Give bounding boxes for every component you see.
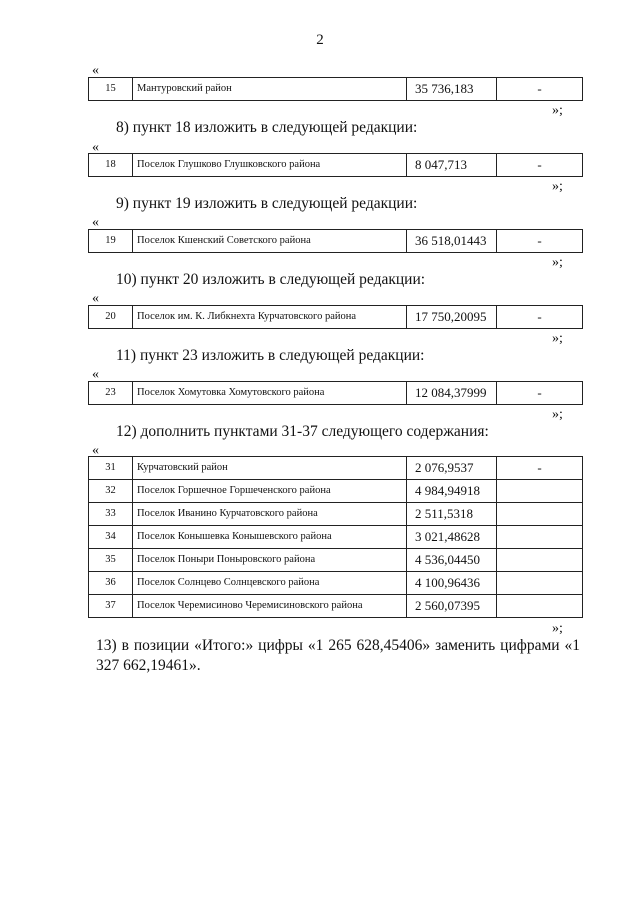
row-name: Поселок Черемисиново Черемисиновского района [133, 595, 407, 618]
row-extra: - [497, 230, 583, 253]
table-item-19 [88, 229, 583, 253]
row-extra: - [497, 154, 583, 177]
section-heading: 12) дополнить пунктами 31-37 следующего содержания: [116, 423, 489, 440]
row-number: 36 [89, 572, 133, 595]
row-value: 4 984,94918 [407, 480, 497, 503]
close-quote: »; [552, 331, 563, 346]
table-items-31-37 [88, 456, 583, 618]
table-row [89, 154, 583, 177]
row-number: 20 [89, 306, 133, 329]
close-quote: »; [552, 621, 563, 636]
page-number: 2 [316, 32, 324, 48]
row-value: 4 536,04450 [407, 549, 497, 572]
row-extra: - [497, 457, 583, 480]
row-extra [497, 549, 583, 572]
row-value: 3 021,48628 [407, 526, 497, 549]
row-value: 36 518,01443 [407, 230, 497, 253]
close-quote: »; [552, 255, 563, 270]
row-name: Поселок Иванино Курчатовского района [133, 503, 407, 526]
row-name: Курчатовский район [133, 457, 407, 480]
open-quote: « [92, 367, 99, 382]
open-quote: « [92, 215, 99, 230]
table-row [89, 306, 583, 329]
row-name: Поселок Солнцево Солнцевского района [133, 572, 407, 595]
section-heading: 10) пункт 20 изложить в следующей редакции: [116, 271, 426, 288]
row-number: 32 [89, 480, 133, 503]
row-name: Поселок им. К. Либкнехта Курчатовского района [133, 306, 407, 329]
row-extra [497, 503, 583, 526]
row-number: 31 [89, 457, 133, 480]
table-row [89, 549, 583, 572]
row-value: 4 100,96436 [407, 572, 497, 595]
row-name: Поселок Глушково Глушковского района [133, 154, 407, 177]
row-extra [497, 595, 583, 618]
row-name: Мантуровский район [133, 78, 407, 101]
section-heading: 8) пункт 18 изложить в следующей редакции: [116, 119, 418, 136]
row-extra: - [497, 382, 583, 405]
row-name: Поселок Хомутовка Хомутовского района [133, 382, 407, 405]
close-quote: »; [552, 103, 563, 118]
row-value: 17 750,20095 [407, 306, 497, 329]
row-name: Поселок Кшенский Советского района [133, 230, 407, 253]
table-row [89, 382, 583, 405]
section-heading: 11) пункт 23 изложить в следующей редакции: [116, 347, 425, 364]
close-quote: »; [552, 407, 563, 422]
table-item-15 [88, 77, 583, 101]
row-number: 19 [89, 230, 133, 253]
row-value: 35 736,183 [407, 78, 497, 101]
row-name: Поселок Поныри Поныровского района [133, 549, 407, 572]
table-row [89, 78, 583, 101]
row-value: 2 511,5318 [407, 503, 497, 526]
open-quote: « [92, 140, 99, 155]
open-quote: « [92, 63, 99, 78]
table-row [89, 457, 583, 480]
table-row [89, 230, 583, 253]
row-value: 12 084,37999 [407, 382, 497, 405]
section-heading: 9) пункт 19 изложить в следующей редакции: [116, 195, 418, 212]
table-row [89, 526, 583, 549]
row-extra: - [497, 306, 583, 329]
row-extra [497, 526, 583, 549]
row-name: Поселок Горшечное Горшеченского района [133, 480, 407, 503]
row-number: 35 [89, 549, 133, 572]
final-paragraph: 13) в позиции «Итого:» цифры «1 265 628,45406» заменить цифрами «1 327 662,19461». [96, 637, 580, 674]
row-number: 23 [89, 382, 133, 405]
table-item-18 [88, 153, 583, 177]
close-quote: »; [552, 179, 563, 194]
open-quote: « [92, 291, 99, 306]
table-row [89, 595, 583, 618]
row-number: 15 [89, 78, 133, 101]
table-item-23 [88, 381, 583, 405]
row-value: 2 560,07395 [407, 595, 497, 618]
row-number: 33 [89, 503, 133, 526]
row-number: 18 [89, 154, 133, 177]
row-name: Поселок Конышевка Конышевского района [133, 526, 407, 549]
table-row [89, 572, 583, 595]
row-value: 2 076,9537 [407, 457, 497, 480]
row-number: 37 [89, 595, 133, 618]
row-extra [497, 480, 583, 503]
row-value: 8 047,713 [407, 154, 497, 177]
table-item-20 [88, 305, 583, 329]
row-extra [497, 572, 583, 595]
open-quote: « [92, 443, 99, 458]
table-row [89, 503, 583, 526]
row-number: 34 [89, 526, 133, 549]
table-row [89, 480, 583, 503]
row-extra: - [497, 78, 583, 101]
